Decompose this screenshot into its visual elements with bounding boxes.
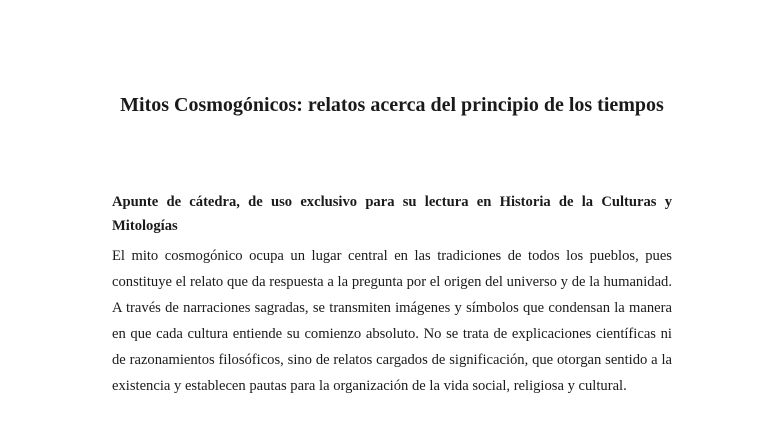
document-subheading: Apunte de cátedra, de uso exclusivo para su lectura en Historia de la Culturas y Mitologías: [112, 194, 672, 234]
page-title: Mitos Cosmogónicos: relatos acerca del principio de los tiempos: [120, 94, 664, 116]
body-paragraph: El mito cosmogónico ocupa un lugar central en las tradiciones de todos los pueblos, pues constituye el relato que da respuesta a la pregunta por el origen del universo y de la humanidad. A través de narraciones sagradas, se transmiten imágenes y símbolos que condensan la manera en que cada cultura entiende su comienzo absoluto. No se trata de explicaciones científicas ni de razonamientos filosóficos, sino de relatos cargados de significación, que otorgan sentido a la existencia y establecen pautas para la organización de la vida social, religiosa y cultural.: [112, 248, 672, 394]
